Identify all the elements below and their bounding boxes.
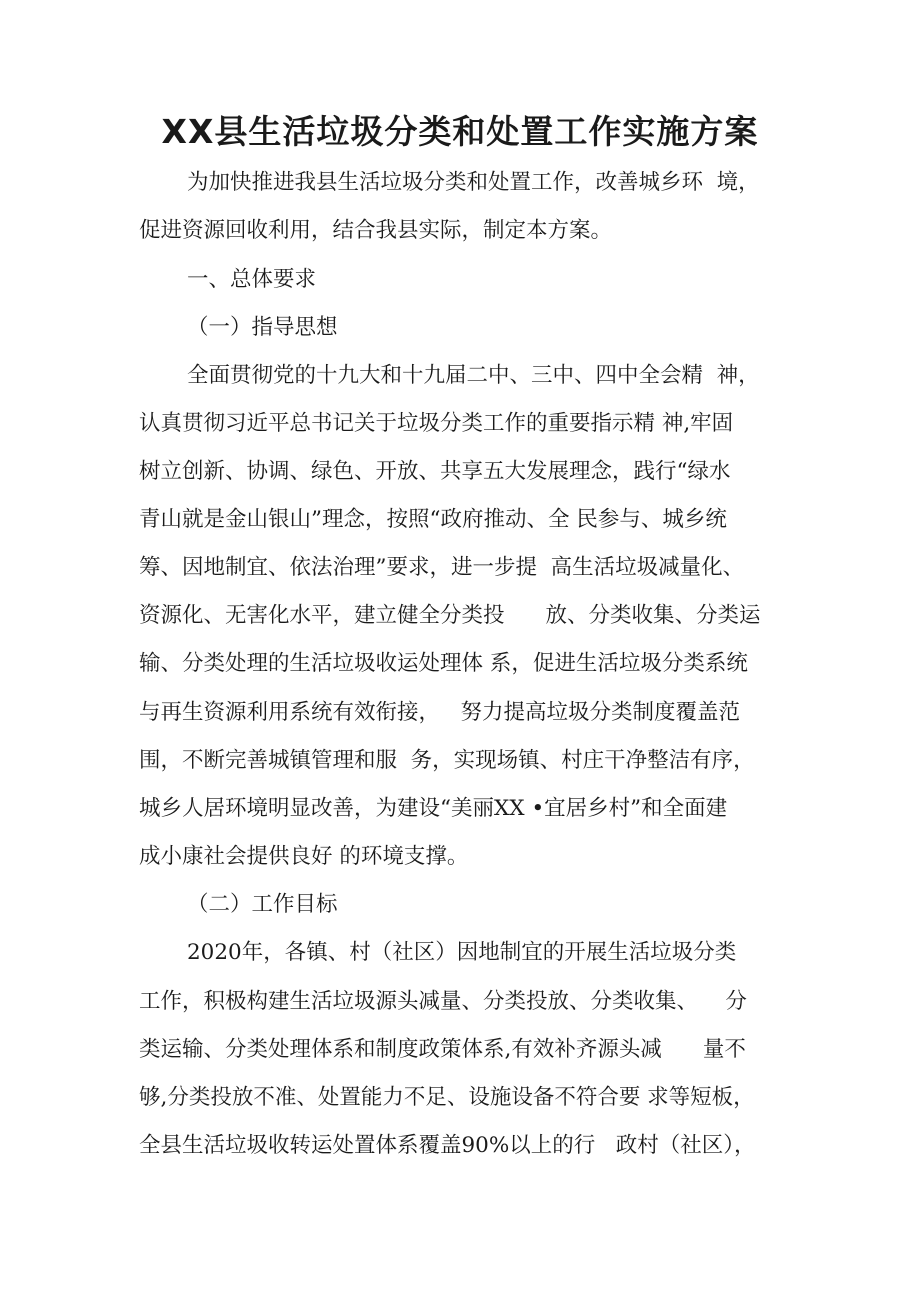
paragraph-line: 筹、因地制宜、依法治理”要求，进一步提 高生活垃圾减量化、 <box>139 555 745 580</box>
paragraph-line: 为加快推进我县生活垃圾分类和处置工作，改善城乡环 境， <box>187 170 760 195</box>
section-heading: 一、总体要求 <box>187 267 317 292</box>
paragraph-line: 促进资源回收利用，结合我县实际，制定本方案。 <box>139 218 613 243</box>
paragraph-line: 认真贯彻习近平总书记关于垃圾分类工作的重要指示精 神,牢固 <box>139 411 734 436</box>
paragraph-line: 青山就是金山银山”理念，按照“政府推动、全 民参与、城乡统 <box>139 507 727 532</box>
paragraph-line: 与再生资源利用系统有效衔接， 努力提高垃圾分类制度覆盖范 <box>139 700 741 725</box>
subsection-heading: （一）指导思想 <box>187 315 338 340</box>
document-title: XX县生活垃圾分类和处置工作实施方案 <box>161 112 759 151</box>
paragraph-line: 成小康社会提供良好 的环境支撑。 <box>139 844 469 869</box>
paragraph-line: 工作，积极构建生活垃圾源头减量、分类投放、分类收集、 分 <box>139 989 747 1014</box>
paragraph-line: 类运输、分类处理体系和制度政策体系,有效补齐源头减 量不 <box>139 1037 746 1062</box>
paragraph-line: 城乡人居环境明显改善，为建设“美丽XX •宜居乡村”和全面建 <box>139 796 728 821</box>
paragraph-line: 资源化、无害化水平，建立健全分类投 放、分类收集、分类运 <box>139 603 761 628</box>
paragraph-line: 围，不断完善城镇管理和服 务，实现场镇、村庄干净整洁有序， <box>139 748 755 773</box>
paragraph-line: 全面贯彻党的十九大和十九届二中、三中、四中全会精 神， <box>187 363 760 388</box>
paragraph-line: 全县生活垃圾收转运处置体系覆盖90%以上的行 政村（社区）， <box>139 1133 756 1158</box>
paragraph-line: 够,分类投放不准、处置能力不足、设施设备不符合要 求等短板， <box>139 1085 755 1110</box>
paragraph-line: 输、分类处理的生活垃圾收运处理体 系，促进生活垃圾分类系统 <box>139 651 748 676</box>
paragraph-line: 树立创新、协调、绿色、开放、共享五大发展理念，践行“绿水 <box>139 459 731 484</box>
paragraph-line: 2020年，各镇、村（社区）因地制宜的开展生活垃圾分类 <box>187 940 737 965</box>
subsection-heading: （二）工作目标 <box>187 892 338 917</box>
